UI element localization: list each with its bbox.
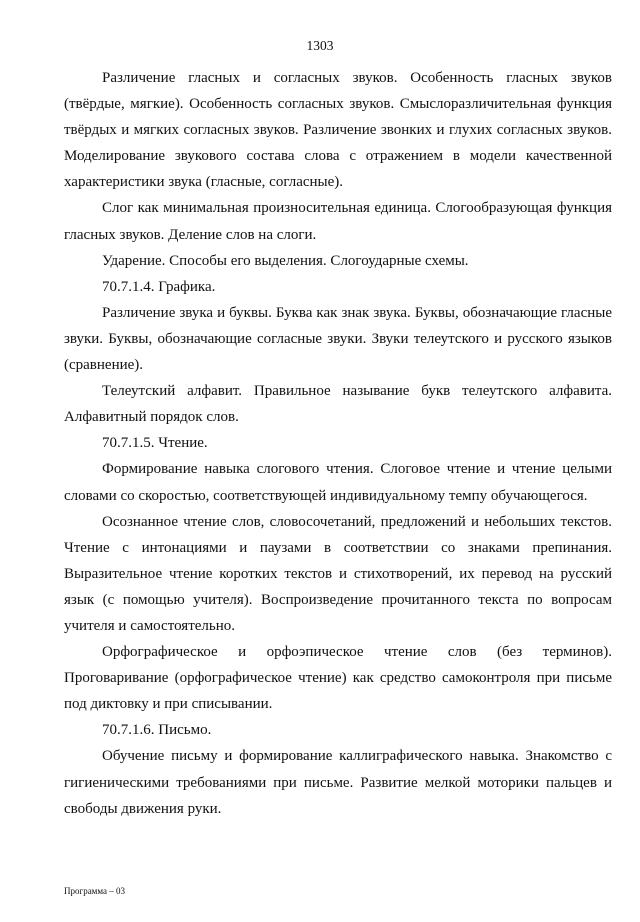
- section-heading-graphics: 70.7.1.4. Графика.: [102, 278, 216, 295]
- section-heading-reading: 70.7.1.5. Чтение.: [102, 435, 208, 452]
- paragraph-alphabet: Телеутский алфавит. Правильное называние букв телеутского алфавита. Алфавитный порядок слов.: [64, 383, 612, 426]
- paragraph-orthographic-reading: Орфографическое и орфоэпическое чтение слов (без терминов). Проговаривание (орфографическое чтение) как средство самоконтроля при письме под диктовку и при списывании.: [64, 644, 612, 713]
- paragraph-sound-letter: Различение звука и буквы. Буква как знак звука. Буквы, обозначающие гласные звуки. Буквы, обозначающие согласные звуки. Звуки телеутского и русского языков (сравнение).: [64, 304, 612, 374]
- paragraph-conscious-reading: Осознанное чтение слов, словосочетаний, предложений и небольших текстов. Чтение с интонациями и паузами в соответствии со знаками препинания. Выразительное чтение коротких текстов и стихотворений, их перевод на русский язык (с помощью учителя). Воспроизведение прочитанного текста по вопросам учителя и самостоятельно.: [64, 513, 612, 634]
- page-footer: Программа – 03: [64, 886, 126, 896]
- paragraph-syllabic-reading: Формирование навыка слогового чтения. Слоговое чтение и чтение целыми словами со скоростью, соответствующей индивидуальному темпу обучающегося.: [64, 461, 612, 504]
- paragraph-writing-training: Обучение письму и формирование каллиграфического навыка. Знакомство с гигиеническими требованиями при письме. Развитие мелкой моторики пальцев и свободы движения руки.: [64, 748, 612, 817]
- paragraph-syllable: Слог как минимальная произносительная единица. Слогообразующая функция гласных звуков. Деление слов на слоги.: [64, 200, 612, 243]
- section-heading-writing: 70.7.1.6. Письмо.: [102, 722, 212, 739]
- paragraph-vowels-consonants: Различение гласных и согласных звуков. Особенность гласных звуков (твёрдые, мягкие). Особенность согласных звуков. Смыслоразличительная функция твёрдых и мягких согласных звуков. Различение звонких и глухих согласных звуков. Моделирование звукового состава слова с отражением в модели качественной характеристики звука (гласные, согласные).: [64, 70, 612, 191]
- document-body: [64, 65, 612, 822]
- page-number: 1303: [306, 38, 334, 53]
- paragraph-stress: Ударение. Способы его выделения. Слогоударные схемы.: [102, 252, 469, 269]
